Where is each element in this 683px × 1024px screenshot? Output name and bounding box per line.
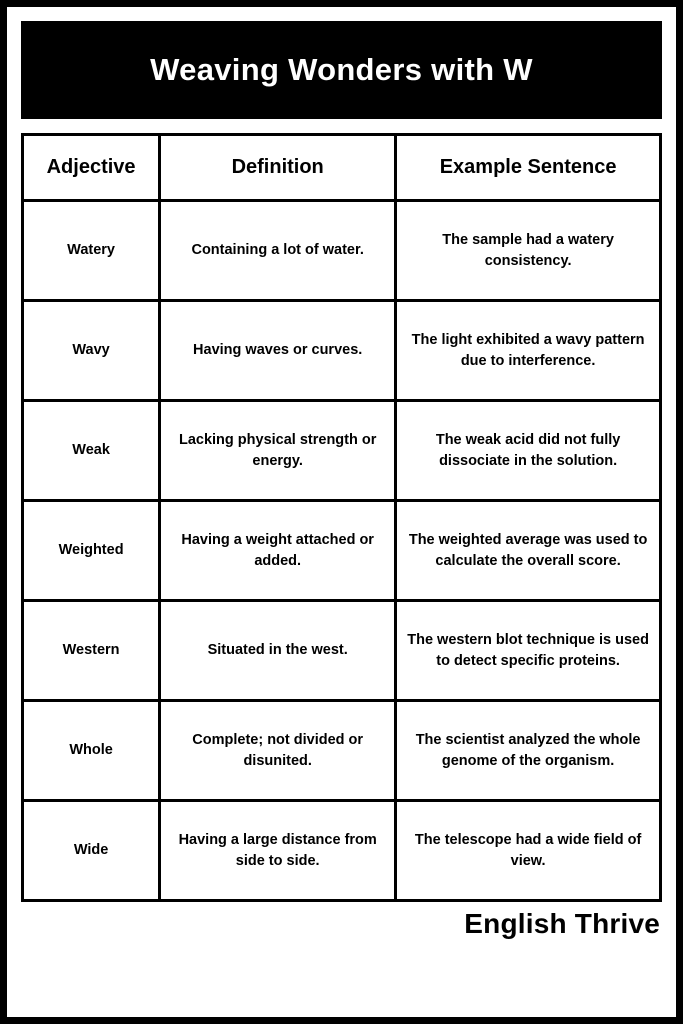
table-body — [23, 201, 661, 901]
cell-adjective: Wide — [23, 801, 160, 901]
footer — [21, 908, 662, 940]
brand-name: English Thrive — [464, 908, 660, 939]
cell-definition: Having a weight attached or added. — [160, 501, 396, 601]
cell-example: The sample had a watery consistency. — [396, 201, 661, 301]
table-row — [23, 401, 661, 501]
vocabulary-table-wrapper — [21, 133, 662, 902]
table-row — [23, 601, 661, 701]
cell-example: The scientist analyzed the whole genome of the organism. — [396, 701, 661, 801]
title-banner — [21, 21, 662, 119]
cell-definition: Complete; not divided or disunited. — [160, 701, 396, 801]
page-title: Weaving Wonders with W — [150, 52, 533, 87]
cell-example: The western blot technique is used to detect specific proteins. — [396, 601, 661, 701]
table-row — [23, 701, 661, 801]
table-header — [23, 135, 661, 201]
cell-adjective: Watery — [23, 201, 160, 301]
column-header-adjective: Adjective — [23, 135, 160, 201]
cell-definition: Having a large distance from side to side. — [160, 801, 396, 901]
cell-adjective: Wavy — [23, 301, 160, 401]
cell-adjective: Western — [23, 601, 160, 701]
table-row — [23, 201, 661, 301]
cell-example: The weak acid did not fully dissociate in the solution. — [396, 401, 661, 501]
column-header-example: Example Sentence — [396, 135, 661, 201]
cell-adjective: Weighted — [23, 501, 160, 601]
table-row — [23, 301, 661, 401]
cell-adjective: Whole — [23, 701, 160, 801]
cell-example: The weighted average was used to calculate the overall score. — [396, 501, 661, 601]
table-row — [23, 501, 661, 601]
cell-definition: Situated in the west. — [160, 601, 396, 701]
cell-example: The light exhibited a wavy pattern due to interference. — [396, 301, 661, 401]
cell-definition: Having waves or curves. — [160, 301, 396, 401]
table-header-row — [23, 135, 661, 201]
cell-example: The telescope had a wide field of view. — [396, 801, 661, 901]
column-header-definition: Definition — [160, 135, 396, 201]
poster-inner — [21, 21, 662, 1007]
vocabulary-table — [21, 133, 662, 902]
cell-definition: Containing a lot of water. — [160, 201, 396, 301]
table-row — [23, 801, 661, 901]
cell-adjective: Weak — [23, 401, 160, 501]
cell-definition: Lacking physical strength or energy. — [160, 401, 396, 501]
